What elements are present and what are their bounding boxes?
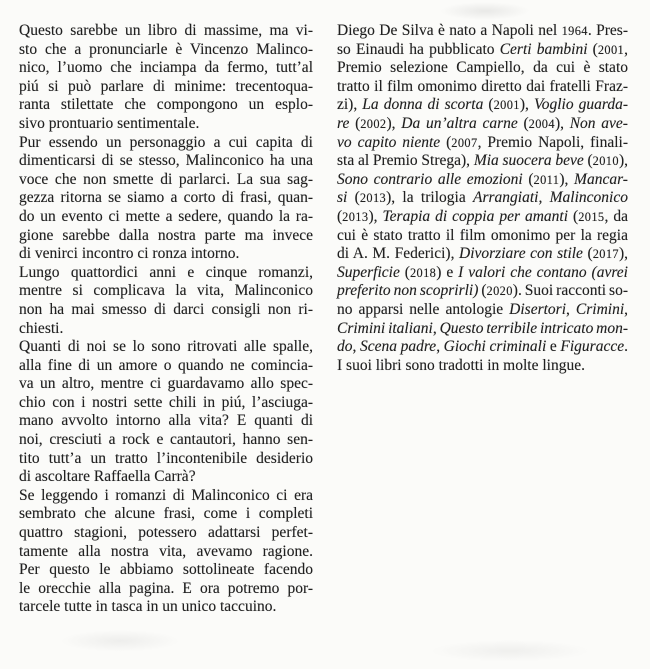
- text-line: Se leggendo i romanzi di Malinconico ci era: [19, 486, 313, 504]
- paragraph: [19, 22, 313, 134]
- text-line: re (2002), Da un’altra carne (2004), Non ave-: [337, 114, 628, 132]
- text-line: I suoi libri sono tradotti in molte lingue.: [337, 356, 585, 374]
- text-line: do, Scena padre, Giochi criminali e Figuracce.: [337, 338, 628, 356]
- text-line: piú si può parlare di minime: trecentoqua-: [19, 77, 313, 95]
- paragraph: [19, 338, 313, 487]
- scan-smudge: [440, 2, 530, 20]
- text-line: chiesti.: [19, 319, 64, 337]
- paragraph: [19, 134, 313, 264]
- text-line: cui è stato tratto il film omonimo per la regia: [337, 226, 628, 244]
- text-line: sembrato che alcune frasi, come i completi: [19, 505, 313, 523]
- text-line: no apparsi nelle antologie Disertori, Crimini,: [337, 300, 629, 318]
- text-line: dimenticarsi di se stesso, Malinconico ha una: [19, 152, 313, 170]
- paragraph: [337, 22, 628, 375]
- text-line: chio con i nostri sette chili in piú, l’asciuga-: [19, 393, 313, 411]
- text-line: di venirci incontro ci ronza intorno.: [19, 245, 240, 263]
- text-line: di ascoltare Raffaella Carrà?: [19, 468, 196, 486]
- text-line: voce che non smette di parlarci. La sua sag-: [19, 170, 313, 188]
- text-line: sivo prontuario sentimentale.: [19, 114, 200, 132]
- text-line: mano avvolto intorno alla vita? E quanti di: [19, 412, 313, 430]
- text-line: tratto il film omonimo diretto dai fratelli Fraz-: [337, 77, 628, 95]
- text-line: non ha mai smesso di darci consigli non ri-: [19, 300, 313, 318]
- text-line: vo capito niente (2007, Premio Napoli, finali-: [337, 133, 628, 151]
- text-line: tamente alla nostra vita, avevamo ragione.: [19, 542, 313, 560]
- text-line: Per questo le abbiamo sottolineate facendo: [19, 561, 313, 579]
- text-line: tarcele tutte in tasca in un unico taccuino.: [19, 598, 277, 616]
- text-line: alla fine di un amore o quando ne comincia-: [19, 356, 313, 374]
- text-line: nico, l’uomo che inciampa da fermo, tutt’al: [19, 59, 313, 77]
- text-line: Quanti di noi se lo sono ritrovati alle spalle,: [19, 338, 313, 356]
- text-line: tito tutt’a un tratto l’incontenibile desiderio: [19, 449, 313, 467]
- text-line: zi), La donna di scorta (2001), Voglio guarda-: [337, 96, 628, 114]
- scan-smudge: [430, 640, 590, 662]
- text-line: ranta stilettate che compongono un esplo-: [19, 96, 313, 114]
- paragraph: [19, 264, 313, 338]
- text-line: preferito non scoprirli) (2020). Suoi racconti so-: [337, 282, 628, 300]
- text-line: quattro stagioni, potessero adattarsi perfet-: [19, 524, 313, 542]
- text-line: gione sarebbe dalla nostra parte ma invece: [19, 226, 313, 244]
- left-column: [19, 22, 313, 617]
- paragraph: [19, 487, 313, 617]
- text-line: mentre si complicava la vita, Malinconico: [19, 282, 313, 300]
- text-line: di A. M. Federici), Divorziare con stile (2017),: [337, 245, 629, 263]
- text-line: Sono contrario alle emozioni (2011), Mancar-: [337, 170, 628, 188]
- right-column: [337, 22, 628, 375]
- scan-smudge: [60, 630, 180, 652]
- text-line: do un evento ci mette a sedere, quando la ra-: [19, 207, 313, 225]
- text-line: Questo sarebbe un libro di massime, ma vi-: [19, 22, 313, 39]
- text-line: sta al Premio Strega), Mia suocera beve (2010),: [337, 152, 628, 170]
- text-line: Crimini italiani, Questo terribile intricato mon-: [337, 319, 629, 337]
- text-line: Diego De Silva è nato a Napoli nel 1964. Pres-: [337, 22, 628, 39]
- text-line: so Einaudi ha pubblicato Certi bambini (2001,: [337, 40, 628, 58]
- text-line: va un altro, mentre ci guardavamo allo spec-: [19, 375, 313, 393]
- text-line: le orecchie alla pagina. E ora potremo por-: [19, 579, 313, 597]
- text-line: sto che a pronunciarle è Vincenzo Malinco-: [19, 40, 313, 58]
- text-line: gezza ritorna se siamo a corto di frasi, quan-: [19, 189, 313, 207]
- text-line: Lungo quattordici anni e cinque romanzi,: [19, 263, 313, 281]
- text-line: (2013), Terapia di coppia per amanti (2015, da: [337, 207, 628, 225]
- text-line: Pur essendo un personaggio a cui capita di: [19, 133, 313, 151]
- text-line: si (2013), la trilogia Arrangiati, Malinconico: [337, 189, 628, 207]
- text-line: Superficie (2018) e I valori che contano (avrei: [337, 263, 628, 281]
- text-line: Premio selezione Campiello, da cui è stato: [337, 59, 628, 77]
- text-line: noi, cresciuti a rock e cantautori, hanno sen-: [19, 431, 313, 449]
